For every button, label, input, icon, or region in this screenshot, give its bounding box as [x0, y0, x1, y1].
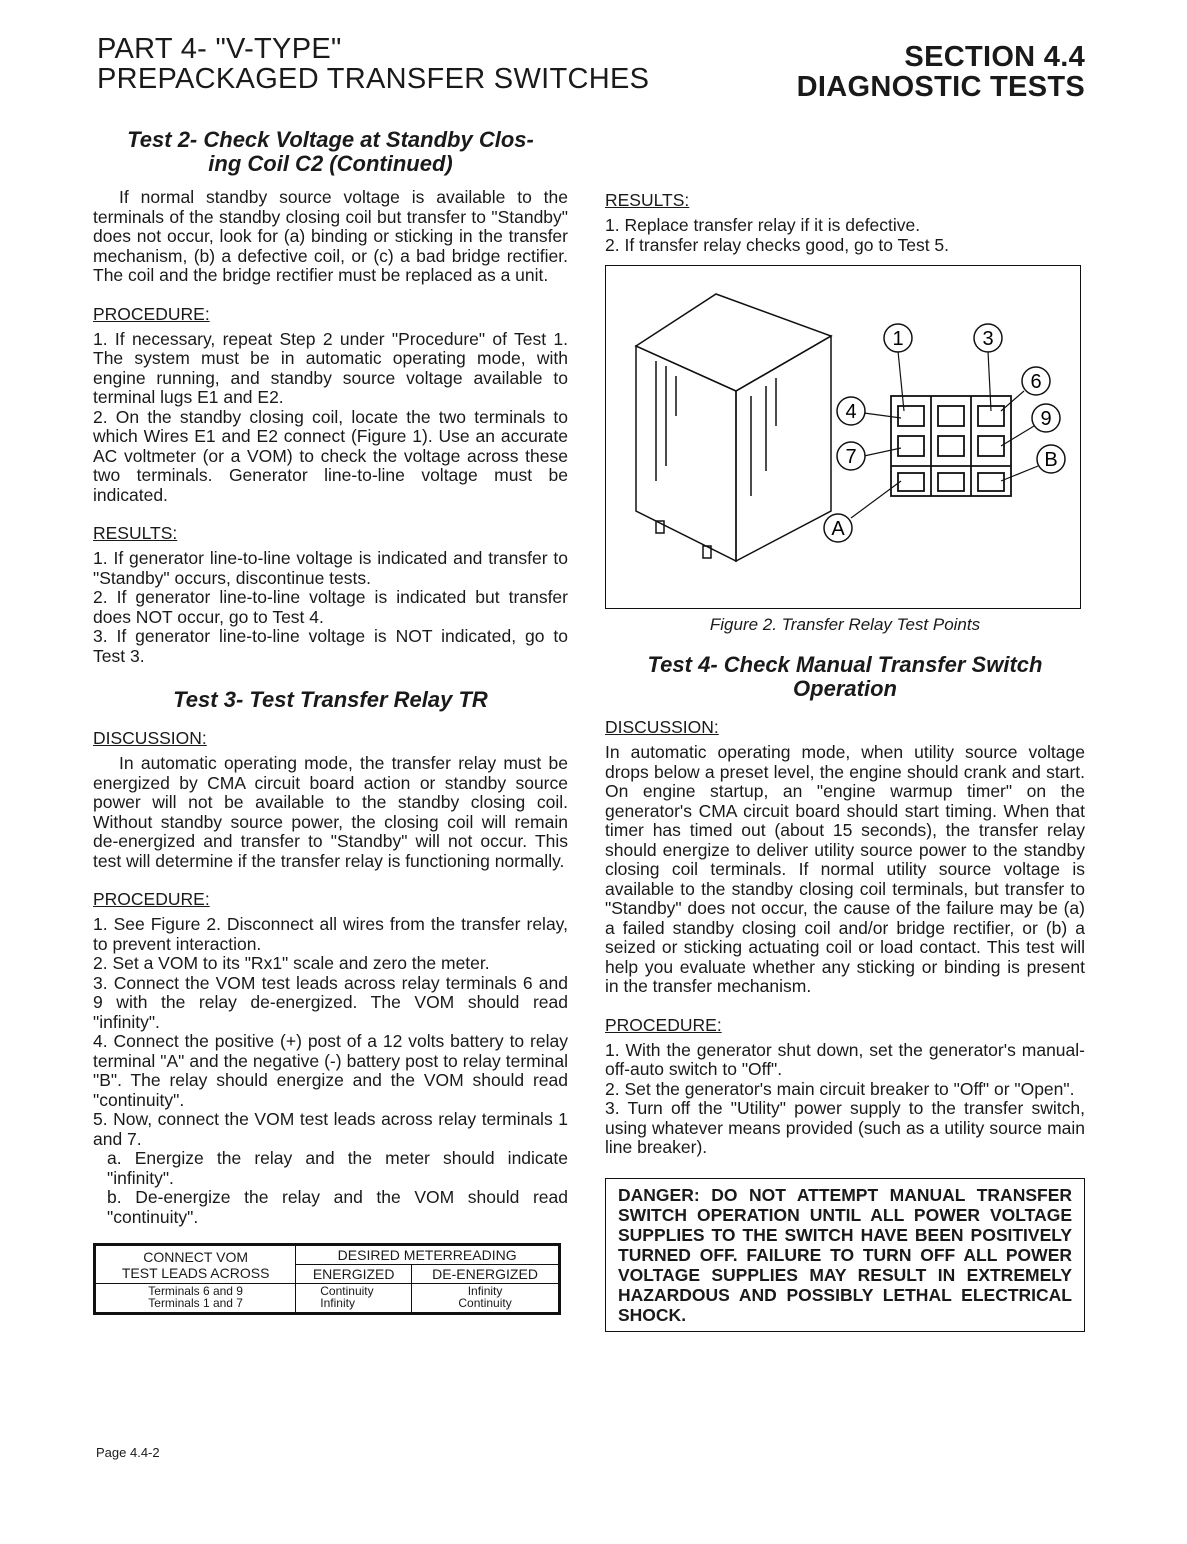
test4-title-line1: Test 4- Check Manual Transfer Switch [647, 652, 1043, 677]
terminal-block [891, 396, 1011, 496]
right-column [605, 190, 1085, 1332]
header-part [97, 34, 649, 94]
relay-body [636, 294, 831, 561]
table-cell-terminals [95, 1284, 296, 1314]
section-title-line2: DIAGNOSTIC TESTS [796, 71, 1085, 103]
transfer-relay-diagram [606, 266, 1080, 608]
test3-procedure-heading: PROCEDURE: [93, 889, 210, 909]
test3-procedure-step: 2. Set a VOM to its "Rx1" scale and zero the meter. [93, 953, 490, 973]
test2-procedure-heading: PROCEDURE: [93, 303, 210, 324]
table-cell-deenergized [412, 1284, 560, 1314]
callout-9 [1032, 404, 1060, 432]
test2-title-line1: Test 2- Check Voltage at Standby Clos- [127, 127, 534, 152]
part-title-line2: PREPACKAGED TRANSFER SWITCHES [97, 63, 650, 95]
callout-label: 7 [845, 446, 857, 468]
test4-procedure-step: 3. Turn off the "Utility" power supply to the transfer switch, using whatever means provided (such as a utility source main line breaker). [605, 1098, 1085, 1157]
test2-result: 2. If generator line-to-line voltage is indicated but transfer does NOT occur, go to Test 4. [93, 587, 568, 627]
callout-4 [837, 397, 865, 425]
callout-7 [837, 442, 865, 470]
test3-procedure-step: 1. See Figure 2. Disconnect all wires from the transfer relay, to prevent interaction. [93, 914, 568, 954]
table-cell-terminals-1-7: Terminals 1 and 7 [148, 1296, 243, 1310]
test3-sub-step: b. De-energize the relay and the VOM should read "continuity". [107, 1187, 568, 1227]
test3-procedure-step: 4. Connect the positive (+) post of a 12 volts battery to relay terminal "A" and the negative (-) battery post to relay terminal "B". The relay should energize and the VOM should read "continuity". [93, 1031, 568, 1110]
callouts [824, 324, 1065, 542]
callout-label: B [1044, 449, 1058, 471]
callout-label: 9 [1040, 408, 1052, 430]
table-row [95, 1284, 560, 1314]
danger-warning: DANGER: DO NOT ATTEMPT MANUAL TRANSFER SWITCH OPERATION UNTIL ALL POWER VOLTAGE SUPPLIES TO THE SWITCH HAVE BEEN POSITIVELY TURNED OFF. FAILURE TO TURN OFF ALL POWER VOLTAGE SUPPLIES MAY RESULT IN EXTREMELY HAZARDOUS AND POSSIBLY LETHAL ELECTRICAL SHOCK. [605, 1178, 1085, 1332]
test4-title-line2: Operation [793, 676, 897, 701]
test2-title [93, 128, 568, 176]
table-cell-deenergized-2: Continuity [458, 1296, 512, 1310]
table-header-deenergized: DE-ENERGIZED [412, 1265, 560, 1284]
test3-discussion: In automatic operating mode, the transfer relay must be energized by CMA circuit board action or standby source power will not be available to the standby closing coil. Without standby source power, the closing coil will remain de-energized and transfer to "Standby" will not occur. This test will determine if the transfer relay is functioning normally. [93, 753, 568, 871]
part-title-line1: PART 4- "V-TYPE" [97, 33, 342, 65]
test3-discussion-heading: DISCUSSION: [93, 728, 207, 748]
table-cell-energized-2: Infinity [320, 1296, 355, 1310]
table-cell-energized [296, 1284, 412, 1314]
test3-result: 1. Replace transfer relay if it is defective. [605, 215, 921, 235]
callout-1 [884, 324, 912, 352]
test3-sub-step: a. Energize the relay and the meter should indicate "infinity". [107, 1148, 568, 1188]
table-cell-energized-1: Continuity [320, 1284, 374, 1298]
table-header-connect-line1: CONNECT VOM [143, 1248, 248, 1265]
test2-result: 1. If generator line-to-line voltage is indicated and transfer to "Standby" occurs, discontinue tests. [93, 548, 568, 588]
callout-label: 1 [892, 328, 904, 350]
callout-6 [1022, 367, 1050, 395]
callout-label: 4 [845, 401, 857, 423]
test2-result: 3. If generator line-to-line voltage is NOT indicated, go to Test 3. [93, 626, 568, 666]
callout-label: 3 [982, 328, 994, 350]
test4-discussion-heading: DISCUSSION: [605, 717, 719, 737]
test4-procedure-step: 1. With the generator shut down, set the generator's manual-off-auto switch to "Off". [605, 1039, 1085, 1079]
table-cell-terminals-6-9: Terminals 6 and 9 [148, 1284, 243, 1298]
table-header-connect-line2: TEST LEADS ACROSS [121, 1264, 270, 1281]
callout-3 [974, 324, 1002, 352]
test2-procedure-step: 1. If necessary, repeat Step 2 under "Procedure" of Test 1. The system must be in automatic operating mode, with engine running, and standby source voltage available to terminal lugs E1 and E2. [93, 328, 568, 407]
left-column [93, 128, 568, 1315]
test4-discussion: In automatic operating mode, when utility source voltage drops below a preset level, the engine should crank and start. On engine startup, an "engine warmup timer" on the generator's CMA circuit board should start timing. When that timer has timed out (about 15 seconds), the transfer relay should energize to deliver utility source power to the standby closing coil terminals. If normal utility source voltage is available to the standby closing coil terminals, but transfer to "Standby" does not occur, the cause of the failure may be (a) a failed standby closing coil and/or bridge rectifier, or (b) a seized or sticking actuating coil or load contact. This test will help you evaluate whether any sticking or binding is present in the transfer mechanism. [605, 742, 1085, 996]
test3-procedure-step: 5. Now, connect the VOM test leads across relay terminals 1 and 7. [93, 1109, 568, 1149]
table-header-connect [95, 1245, 296, 1284]
page-number: Page 4.4-2 [96, 1445, 160, 1460]
callout-B [1037, 445, 1065, 473]
test4-title [605, 653, 1085, 701]
table-header-desired: DESIRED METERREADING [296, 1245, 560, 1265]
test2-procedure-step: 2. On the standby closing coil, locate the two terminals to which Wires E1 and E2 connect (Figure 1). Use an accurate AC voltmeter (or a VOM) to check the voltage across these two terminals. Generator line-to-line voltage must be indicated. [93, 406, 568, 505]
test4-procedure-step: 2. Set the generator's main circuit breaker to "Off" or "Open". [605, 1078, 1075, 1099]
header-section [797, 42, 1085, 102]
test2-intro: If normal standby source voltage is available to the terminals of the standby closing coil but transfer to "Standby" does not occur, look for (a) binding or sticking in the transfer mechanism, (b) a defective coil, or (c) a bad bridge rectifier. The coil and the bridge rectifier must be replaced as a unit. [93, 187, 568, 285]
test3-procedure-step: 3. Connect the VOM test leads across relay terminals 6 and 9 with the relay de-energized. The VOM should read "infinity". [93, 972, 568, 1032]
test3-title: Test 3- Test Transfer Relay TR [173, 687, 488, 712]
test3-result: 2. If transfer relay checks good, go to Test 5. [605, 234, 950, 255]
section-title-line1: SECTION 4.4 [904, 41, 1085, 73]
table-cell-deenergized-1: Infinity [467, 1284, 503, 1298]
figure2-box [605, 265, 1081, 609]
figure2-caption: Figure 2. Transfer Relay Test Points [709, 615, 981, 634]
table-header-energized: ENERGIZED [296, 1265, 412, 1284]
callout-label: A [831, 518, 845, 540]
test4-procedure-heading: PROCEDURE: [605, 1014, 722, 1035]
callout-A [824, 514, 852, 542]
test3-results-heading: RESULTS: [605, 190, 690, 210]
test2-title-line2: ing Coil C2 (Continued) [208, 151, 453, 176]
callout-label: 6 [1030, 371, 1042, 393]
vom-reading-table [93, 1243, 561, 1315]
leader-lines [851, 351, 1038, 518]
test2-results-heading: RESULTS: [93, 523, 178, 543]
